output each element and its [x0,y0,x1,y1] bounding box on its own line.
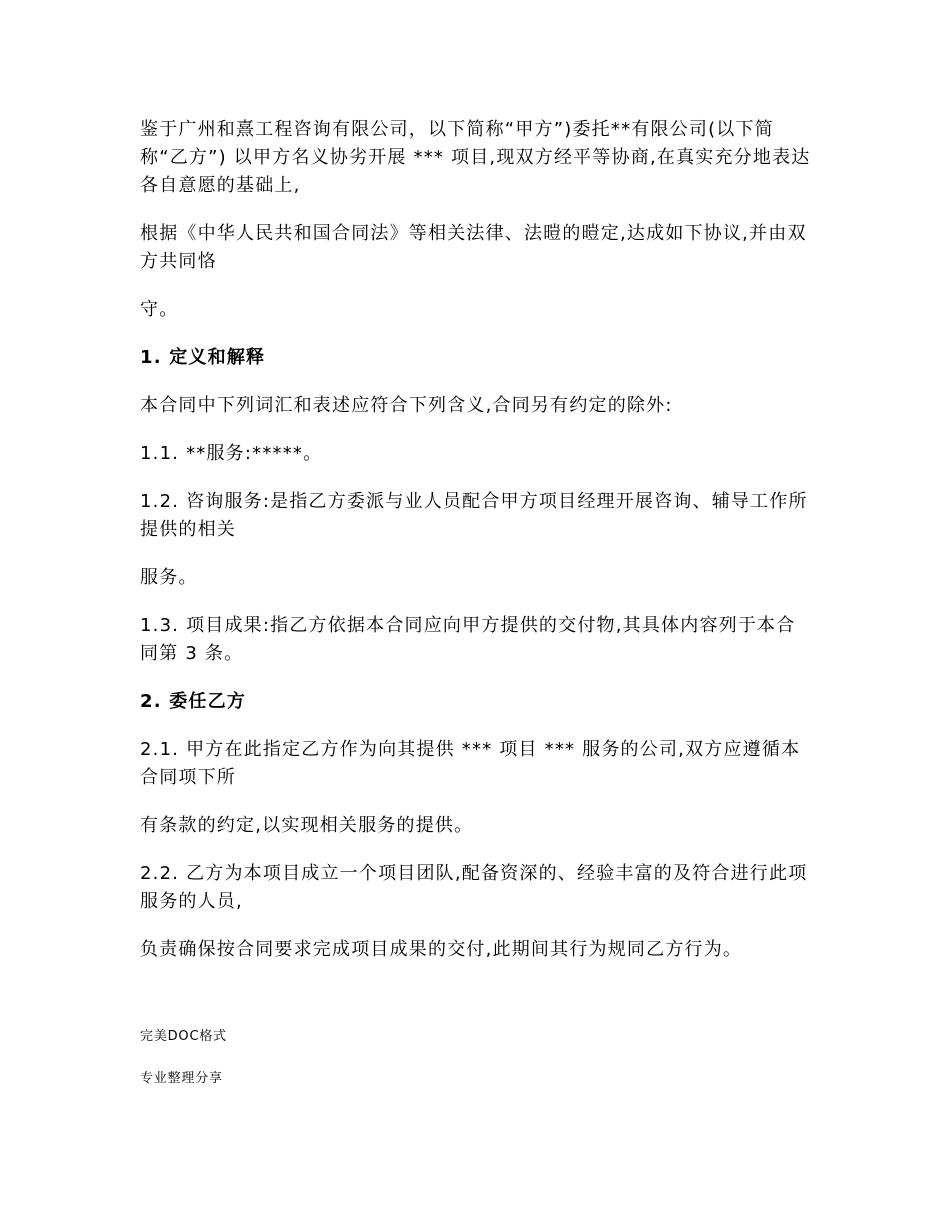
footer-share-note: 专业整理分享 [140,1071,223,1086]
clause-2-1: 2.1. 甲方在此指定乙方作为向其提供 *** 项目 *** 服务的公司,双方应遵循本合同项下所 [140,739,801,788]
clause-1-2: 1.2. 咨询服务:是指乙方委派与业人员配合甲方项目经理开展咨询、辅导工作所提供的相关 [140,491,808,540]
section-heading-definitions: 1. 定义和解释 [140,347,266,368]
footer-format-note: 完美DOC格式 [140,1029,227,1044]
clause-1-1: 1.1. **服务:*****。 [140,443,323,464]
clause-2-2: 2.2. 乙方为本项目成立一个项目团队,配备资深的、经验丰富的及符合进行此项服务的人员, [140,863,808,912]
legal-basis-paragraph: 根据《中华人民共和国合同法》等相关法律、法暟的暟定,达成如下协议,并由双方共同恪 [140,223,807,272]
clause-2-1-continuation: 有条款的约定,以实现相关服务的提供。 [140,815,474,836]
legal-basis-continuation: 守。 [140,299,179,320]
clause-1-3: 1.3. 项目成果:指乙方依据本合同应向甲方提供的交付物,其具体内容列于本合同第 3 条。 [140,615,796,664]
clause-1-2-continuation: 服务。 [140,567,198,588]
section-heading-appointment: 2. 委任乙方 [140,691,247,712]
document-body [140,116,812,984]
clause-2-2-continuation: 负责确保按合同要求完成项目成果的交付,此期间其行为规同乙方行为。 [140,939,743,960]
definitions-intro: 本合同中下列词汇和表述应符合下列含义,合同另有约定的除外: [140,395,673,416]
preamble-paragraph: 鉴于广州和熹工程咨询有限公司，以下简称“甲方”)委托**有限公司(以下简称“乙方”) 以甲方名义协劣开展 *** 项目,现双方经平等协商,在真实充分地表达各自意愿的基础上, [140,119,811,196]
